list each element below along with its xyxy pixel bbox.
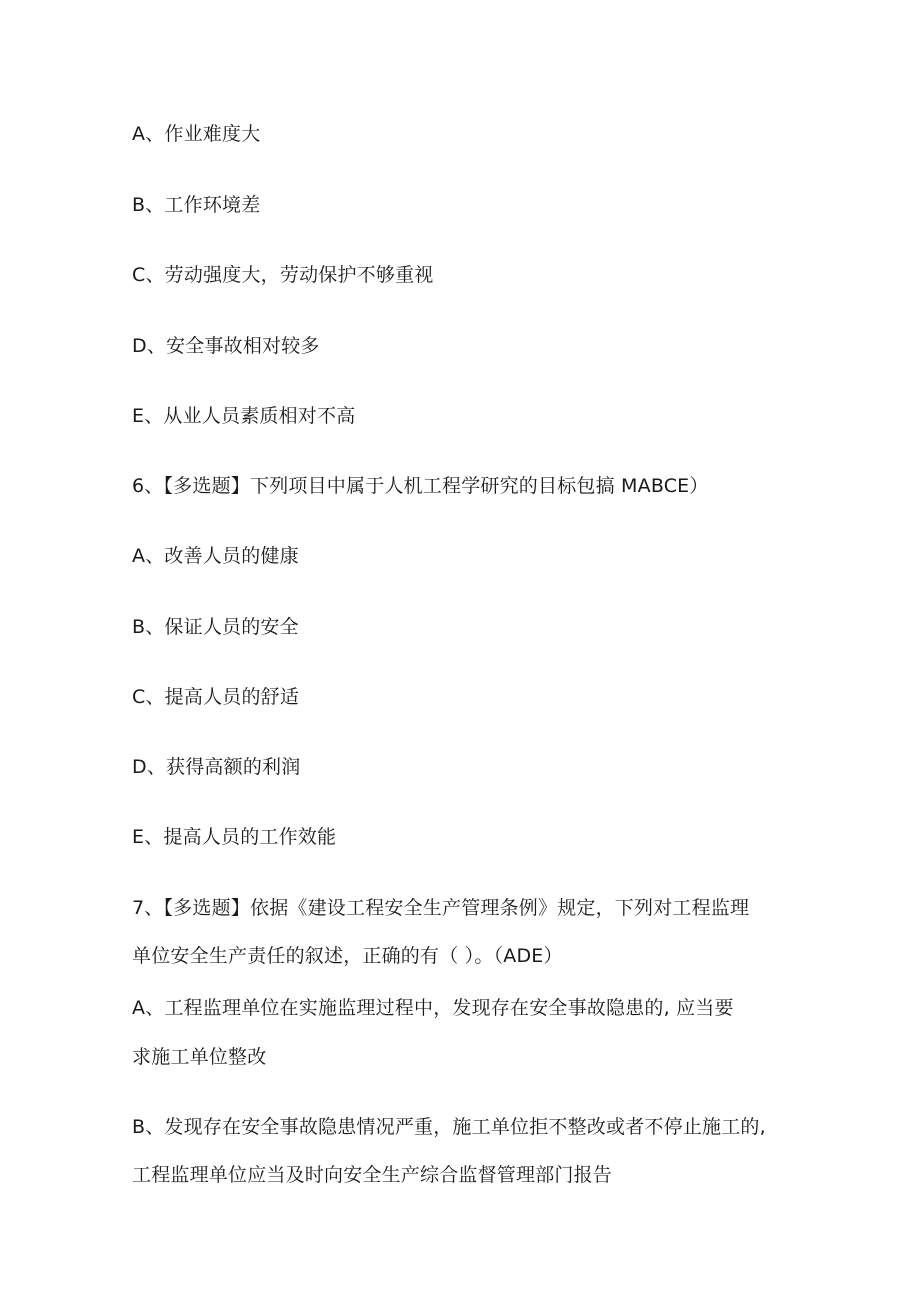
- q6-question: 6、【多选题】下列项目中属于人机工程学研究的目标包搞 MABCE）: [132, 475, 709, 497]
- q5-option-c: C、劳动强度大，劳动保护不够重视: [132, 264, 434, 286]
- q5-option-e: E、从业人员素质相对不高: [132, 405, 356, 427]
- q5-option-a: A、作业难度大: [132, 123, 261, 145]
- q5-option-b: B、工作环境差: [132, 194, 261, 216]
- q6-option-d: D、获得高额的利润: [132, 756, 301, 778]
- q7-option-b-line-2: 工程监理单位应当及时向安全生产综合监督管理部门报告: [132, 1164, 613, 1186]
- q7-option-a-line-1: A、工程监理单位在实施监理过程中，发现存在安全事故隐患的, 应当要: [132, 997, 734, 1019]
- q6-option-c: C、提高人员的舒适: [132, 686, 300, 708]
- q6-option-e: E、提高人员的工作效能: [132, 826, 337, 848]
- q7-question-line-1: 7、【多选题】依据《建设工程安全生产管理条例》规定，下列对工程监理: [132, 897, 750, 919]
- q5-option-d: D、安全事故相对较多: [132, 335, 320, 357]
- q6-option-b: B、保证人员的安全: [132, 616, 299, 638]
- q6-option-a: A、改善人员的健康: [132, 545, 299, 567]
- q7-option-a-line-2: 求施工单位整改: [132, 1046, 267, 1068]
- q7-question-line-2: 单位安全生产责任的叙述，正确的有（ ）。（ADE）: [132, 945, 563, 967]
- q7-option-b-line-1: B、发现存在安全事故隐患情况严重，施工单位拒不整改或者不停止施工的,: [132, 1116, 766, 1138]
